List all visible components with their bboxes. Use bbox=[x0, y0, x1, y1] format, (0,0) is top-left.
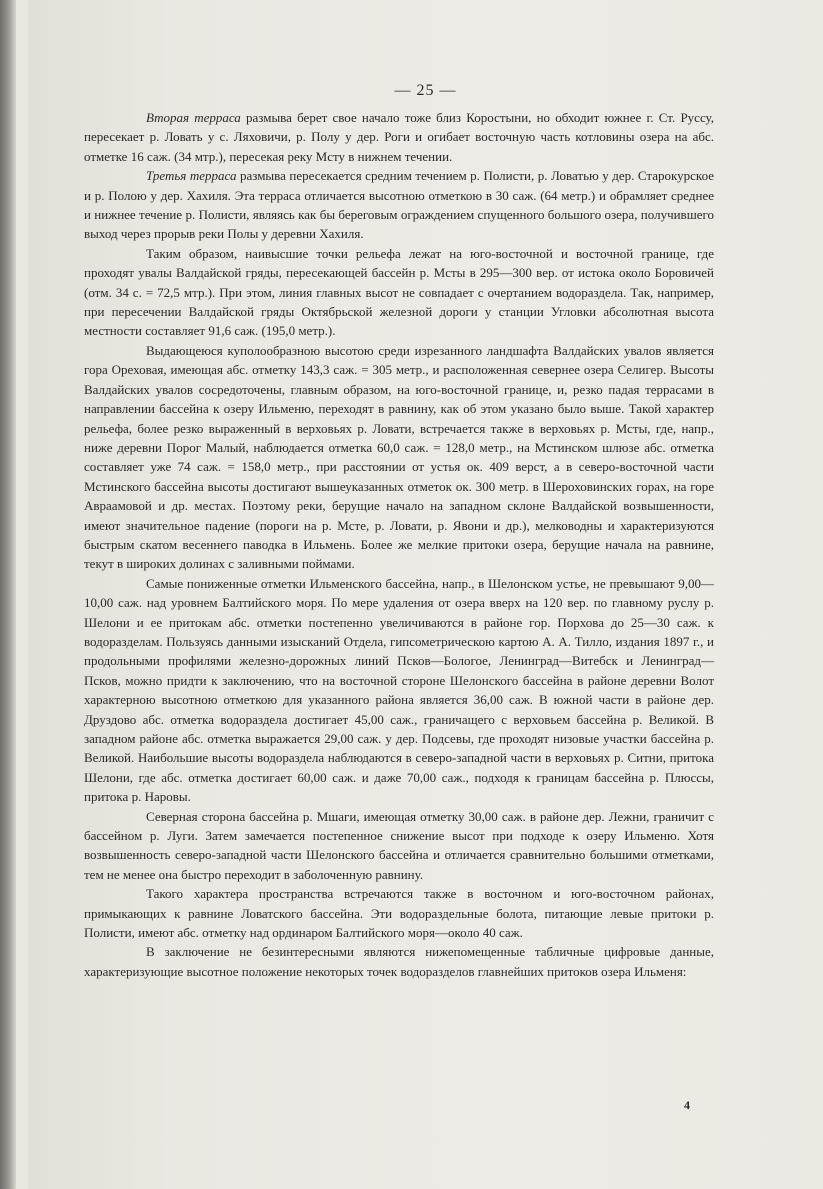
page-body bbox=[28, 108, 714, 981]
page-number: — 25 — bbox=[394, 82, 457, 99]
paragraph-text: Самые пониженные отметки Ильменского бассейна, напр., в Шелонском устье, не превышают 9,00—10,00 саж. над уровнем Балтийского моря. По мере удаления от озера вверх на 120 вер. по главному руслу р. Шелони и ее притокам абс. отметки постепенно увеличиваются в районе гор. Порхова до 25—30 саж. к водоразделам. Пользуясь данными изысканий Отдела, гипсометрическою картою А. А. Тилло, издания 1897 г., и продольными профилями железно-дорожных линий Псков—Бологое, Ленинград—Витебск и Ленинград—Псков, можно придти к заключению, что на восточной стороне Шелонского бассейна в районе деревни Волот характерною высотною отметкою для указанного района является 36,00 саж. В южной части в районе дер. Друздово абс. отметка водораздела достигает 45,00 саж., граничащего с верховьем бассейна р. Великой. В западном районе абс. отметка выражается 29,00 саж. у дер. Подсевы, где проходят низовые участки бассейна р. Великой. Наибольшие высоты водораздела наблюдаются в северо-западной части в верховьях р. Ситни, притока Шелони, где абс. отметка достигает 60,00 саж. и даже 70,00 саж., подходя к границам бассейна р. Плюссы, притока р. Наровы. bbox=[84, 575, 714, 805]
paragraph-third-terrace bbox=[84, 166, 714, 244]
paragraph-highest-points bbox=[84, 244, 714, 341]
paragraph-mshaga bbox=[84, 807, 714, 885]
paragraph-text: Северная сторона бассейна р. Мшаги, имеющая отметку 30,00 саж. в районе дер. Лежни, граничит с бассейном р. Луги. Затем замечается постепенное снижение высот при подходе к озеру Ильменю. Хотя возвышенность северо-западной части Шелонского бассейна и отличается сравнительно большими отметками, тем не менее она быстро переходит в заболоченную равнину. bbox=[84, 808, 714, 882]
paragraph-text: Выдающеюся куполообразною высотою среди изрезанного ландшафта Валдайских увалов является гора Ореховая, имеющая абс. отметку 143,3 саж. = 305 метр., и расположенная севернее озера Селигер. Высоты Валдайских увалов сосредоточены, главным образом, на юго-восточной границе, и, резко падая террасами в направлении бассейна к озеру Ильменю, переходят в равнину, как об этом указано было выше. Такой характер рельефа, более резко выраженный в верховьях р. Ловати, встречается также в верховьях р. Мсты, где, напр., ниже деревни Порог Малый, наблюдается отметка 60,0 саж. = 128,0 метр., на Мстинском шлюзе абс. отметка составляет уже 74 саж. = 158,0 метр., при расстоянии от устья ок. 409 верст, а в северо-восточной части Мстинского бассейна высоты достигают вышеуказанных отметок ок. 300 метр. в Шероховинских горах, на горе Авраамовой и др. местах. Поэтому реки, берущие начало на западном склоне Валдайской возвышенности, имеют значительное падение (пороги на р. Мсте, р. Ловати, р. Явони и др.), мелководны и характеризуются быстрым скатом весеннего паводка в Ильмень. Более же мелкие притоки озера, берущие начала на равнине, текут в широких долинах с заливными поймами. bbox=[84, 342, 714, 572]
paragraph-text: Таким образом, наивысшие точки рельефа лежат на юго-восточной и восточной границе, где проходят увалы Валдайской гряды, пересекающей бассейн р. Мсты в 295—300 вер. от истока около Боровичей (отм. 34 с. = 72,5 мтр.). При этом, линия главных высот не совпадает с очертанием водораздела. Так, например, при пересечении Валдайской гряды Октябрьской железной дороги у станции Угловки абсолютная высота местности составляет 91,6 саж. (195,0 метр.). bbox=[84, 245, 714, 339]
paragraph-lowest-marks bbox=[84, 574, 714, 807]
document-page bbox=[28, 0, 823, 1189]
paragraph-text: размыва пересекается средним течением р. Полисти, р. Ловатью у дер. Старокурское и р. Полою у дер. Хахиля. Эта терраса отличается высотною отметкою в 30 саж. (64 метр.) и обрамляет среднее и нижнее течение р. Полисти, являясь как бы береговым ограждением спущенного большого озера, получившего выход через прорыв реки Полы у деревни Хахиля. bbox=[84, 168, 715, 242]
signature-mark: 4 bbox=[684, 1098, 690, 1112]
paragraph-swamps bbox=[84, 884, 714, 942]
paragraph-text: Такого характера пространства встречаются также в восточном и юго-восточном районах, примыкающих к равнине Ловатского бассейна. Эти водораздельные болота, питающие левые притоки р. Полисти, имеют абс. отметку над ординаром Балтийского моря—около 40 саж. bbox=[84, 886, 714, 941]
paragraph-lead: Третья терраса bbox=[146, 168, 237, 184]
paragraph-conclusion bbox=[84, 942, 714, 981]
paragraph-text: размыва берет свое начало тоже близ Коростыни, но обходит южнее г. Ст. Руссу, пересекает р. Ловать у с. Ляховичи, р. Полу у дер. Роги и огибает восточную часть котловины озера на абс. отметке 16 саж. (34 мтр.), пересекая реку Мсту в нижнем течении. bbox=[84, 110, 714, 164]
paragraph-lead: Вторая терраса bbox=[146, 110, 241, 125]
paragraph-second-terrace bbox=[84, 108, 714, 166]
paragraph-orekhovaya bbox=[84, 341, 714, 574]
paragraph-text: В заключение не безинтересными являются нижепомещенные табличные цифровые данные, характеризующие высотное положение некоторых точек водоразделов главнейших притоков озера Ильменя: bbox=[84, 944, 714, 979]
book-spine-shadow bbox=[0, 0, 16, 1189]
